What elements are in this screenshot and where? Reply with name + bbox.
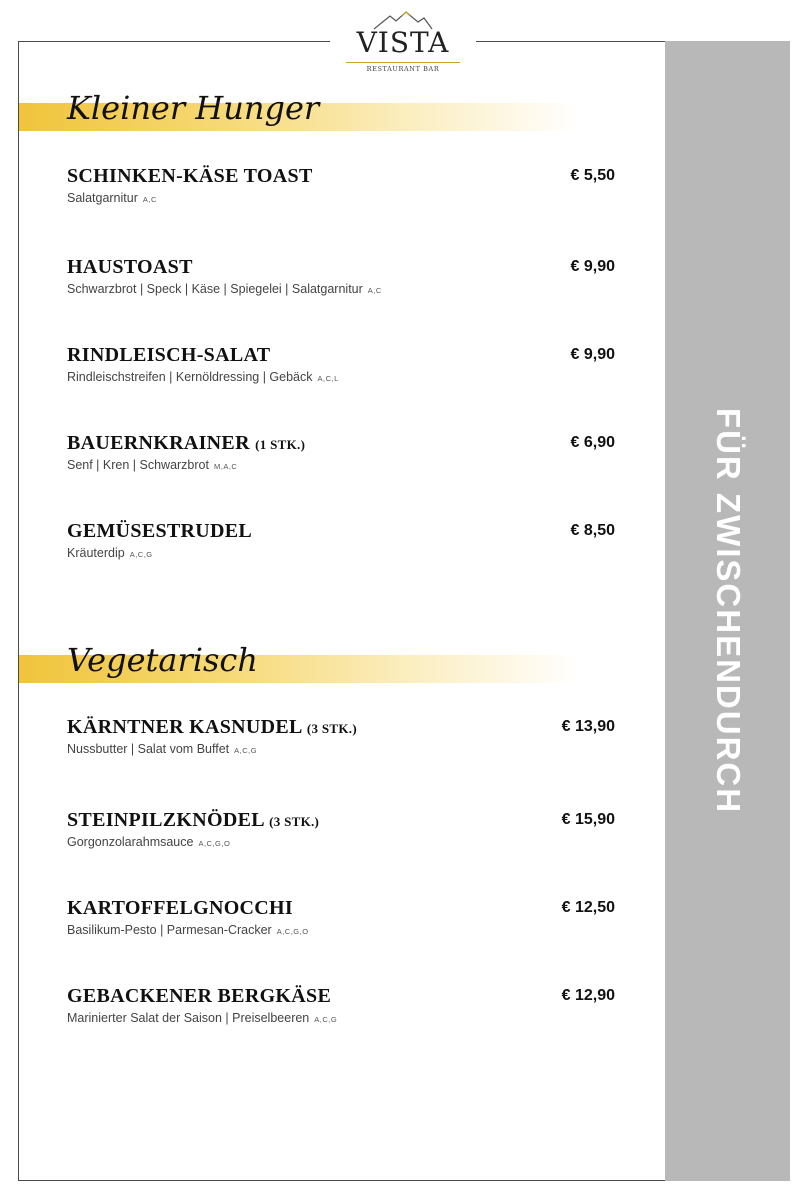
item-price: € 5,50 (570, 167, 615, 184)
item-description: Kräuterdip A,C,G (67, 546, 153, 560)
section-header-vegetarisch (19, 641, 579, 683)
item-name: KARTOFFELGNOCCHI (67, 897, 293, 919)
menu-item (67, 809, 615, 849)
item-price: € 9,90 (570, 346, 615, 363)
item-name: GEMÜSESTRUDEL (67, 520, 253, 542)
menu-item (67, 985, 615, 1025)
item-price: € 12,90 (561, 987, 615, 1004)
section-title: Kleiner Hunger (67, 89, 320, 127)
allergen-codes: A,C,G (314, 1015, 338, 1024)
item-description: Senf | Kren | Schwarzbrot M,A,C (67, 458, 238, 472)
item-name: STEINPILZKNÖDEL (3 STK.) (67, 809, 320, 831)
item-description: Salatgarnitur A,C (67, 191, 157, 205)
menu-item (67, 165, 615, 205)
menu-item (67, 520, 615, 560)
item-price: € 15,90 (561, 811, 615, 828)
allergen-codes: A,C,G (234, 746, 258, 755)
item-price: € 8,50 (570, 522, 615, 539)
allergen-codes: A,C,G,O (198, 839, 231, 848)
menu-item (67, 897, 615, 937)
item-quantity-note: (3 STK.) (306, 721, 357, 736)
section-header-kleiner-hunger (19, 89, 579, 131)
menu-item (67, 432, 615, 472)
item-quantity-note: (1 STK.) (255, 437, 306, 452)
item-price: € 12,50 (561, 899, 615, 916)
item-name: KÄRNTNER KASNUDEL (3 STK.) (67, 716, 357, 738)
allergen-codes: A,C (142, 195, 157, 204)
item-description: Schwarzbrot | Speck | Käse | Spiegelei | Salatgarnitur A,C (67, 282, 382, 296)
item-description: Nussbutter | Salat vom Buffet A,C,G (67, 742, 258, 756)
sidebar-banner (665, 41, 790, 1181)
logo (330, 6, 476, 76)
allergen-codes: A,C,G (129, 550, 153, 559)
sidebar-title: FÜR ZWISCHENDURCH (709, 407, 747, 815)
item-name: HAUSTOAST (67, 256, 193, 278)
menu-item (67, 344, 615, 384)
item-quantity-note: (3 STK.) (269, 814, 320, 829)
item-name: BAUERNKRAINER (1 STK.) (67, 432, 306, 454)
item-price: € 6,90 (570, 434, 615, 451)
item-description: Basilikum-Pesto | Parmesan-Cracker A,C,G,O (67, 923, 309, 937)
section-title: Vegetarisch (67, 641, 258, 679)
menu-item (67, 256, 615, 296)
item-price: € 13,90 (561, 718, 615, 735)
item-description: Marinierter Salat der Saison | Preiselbeeren A,C,G (67, 1011, 338, 1025)
allergen-codes: M,A,C (213, 462, 238, 471)
allergen-codes: A,C,L (317, 374, 339, 383)
item-description: Gorgonzolarahmsauce A,C,G,O (67, 835, 231, 849)
item-name: GEBACKENER BERGKÄSE (67, 985, 332, 1007)
allergen-codes: A,C,G,O (276, 927, 309, 936)
logo-name: VISTA (356, 26, 450, 59)
item-price: € 9,90 (570, 258, 615, 275)
allergen-codes: A,C (367, 286, 382, 295)
logo-divider (346, 62, 460, 63)
menu-item (67, 716, 615, 756)
logo-subtitle: RESTAURANT BAR (366, 65, 440, 73)
item-name: SCHINKEN-KÄSE TOAST (67, 165, 313, 187)
item-description: Rindleischstreifen | Kernöldressing | Gebäck A,C,L (67, 370, 339, 384)
item-name: RINDLEISCH-SALAT (67, 344, 271, 366)
